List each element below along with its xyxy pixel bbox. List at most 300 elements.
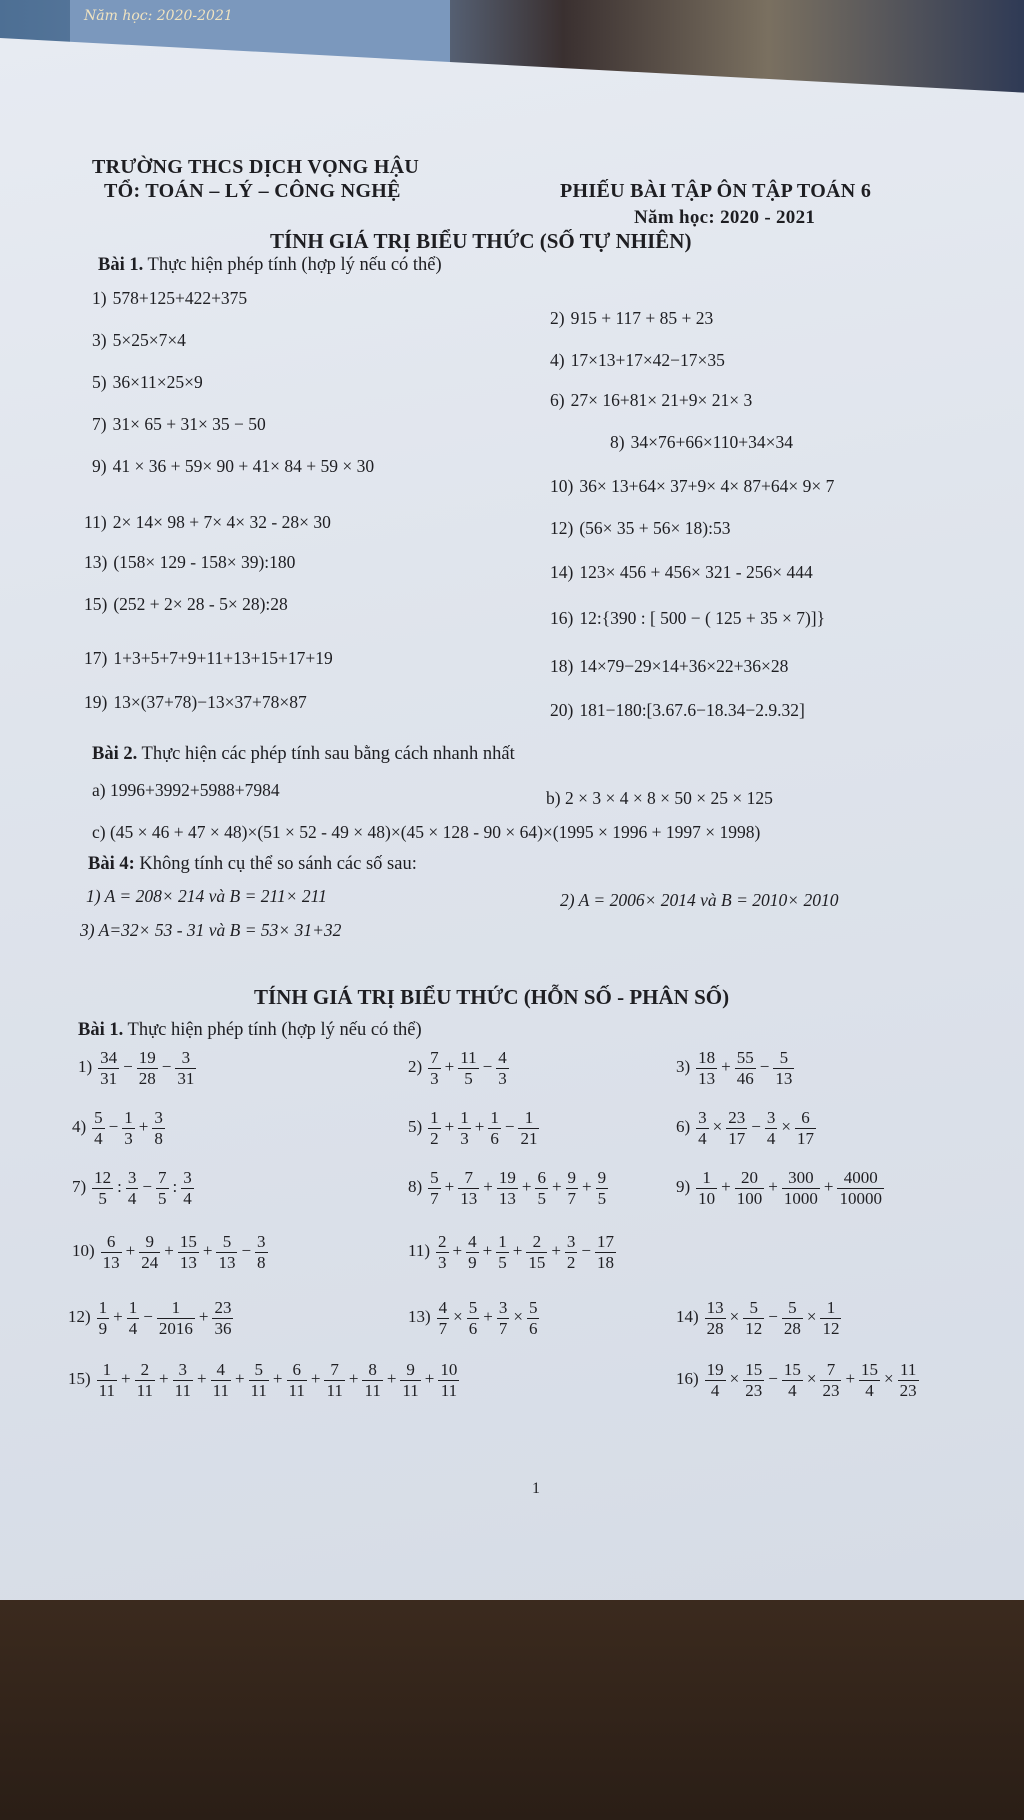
item-expression: 578+125+422+375 [112, 288, 248, 308]
fraction [362, 1360, 382, 1400]
fraction-numerator: 18 [698, 1048, 716, 1067]
fraction-numerator: 6 [795, 1108, 816, 1129]
operator: + [721, 1056, 731, 1076]
fraction-denominator: 13 [460, 1188, 478, 1208]
fraction-denominator: 4 [788, 1380, 797, 1400]
item-expression: 17×13+17×42−17×35 [570, 350, 725, 370]
fraction [596, 1168, 609, 1208]
s2-item-f9 [676, 1168, 886, 1208]
s1-bai1-item-7 [92, 414, 266, 435]
fraction-denominator: 11 [440, 1380, 458, 1400]
fraction-denominator: 12 [822, 1318, 840, 1338]
fraction [324, 1360, 344, 1400]
s2-bai1-text: Thực hiện phép tính (hợp lý nếu có thể) [127, 1020, 422, 1040]
fraction-numerator: 3 [498, 1298, 508, 1317]
fraction-denominator: 17 [796, 1128, 814, 1148]
background-desk-bottom [0, 1600, 1024, 1820]
fraction-numerator: 1 [490, 1108, 499, 1127]
operator: + [125, 1240, 136, 1260]
fraction-numerator: 1 [98, 1298, 108, 1317]
fraction-numerator: 5 [528, 1298, 538, 1317]
fraction [152, 1108, 165, 1148]
fraction-denominator: 13 [218, 1252, 236, 1272]
fraction-numerator: 1 [157, 1298, 195, 1319]
operator: + [386, 1368, 397, 1388]
fraction-numerator: 5 [743, 1298, 764, 1319]
fraction-numerator: 4 [211, 1360, 231, 1381]
item-expression: 41 × 36 + 59× 90 + 41× 84 + 59 × 30 [112, 456, 375, 476]
fraction-numerator: 23 [214, 1298, 232, 1317]
operator: + [121, 1368, 131, 1388]
item-number: 17) [84, 648, 108, 668]
operator: + [138, 1116, 149, 1136]
fraction-denominator: 5 [98, 1188, 107, 1208]
operator: + [823, 1176, 834, 1196]
fraction-denominator: 23 [822, 1380, 840, 1400]
item-expression: 14×79−29×14+36×22+36×28 [579, 656, 789, 676]
item-number: 2) [550, 308, 565, 328]
fraction-denominator: 28 [706, 1318, 724, 1338]
operator: + [159, 1368, 169, 1388]
fraction-denominator: 4 [128, 1318, 138, 1338]
operator: + [198, 1306, 209, 1326]
s2-item-f16 [676, 1360, 921, 1400]
operator: + [582, 1176, 592, 1196]
fraction [458, 1168, 479, 1208]
fraction-denominator: 3 [498, 1068, 507, 1088]
fraction-denominator: 2 [430, 1128, 439, 1148]
fraction-numerator: 1 [430, 1108, 439, 1127]
fraction-denominator: 5 [464, 1068, 473, 1088]
fraction-numerator: 15 [861, 1360, 879, 1379]
s1-bai4-text: Không tính cụ thể so sánh các số sau: [139, 854, 417, 874]
s1-bai1-item-16 [550, 608, 825, 629]
fraction-denominator: 4 [94, 1128, 103, 1148]
fraction-denominator: 12 [745, 1318, 763, 1338]
fraction [400, 1360, 420, 1400]
item-expression: 36× 13+64× 37+9× 4× 87+64× 9× 7 [579, 476, 835, 496]
fraction-denominator: 7 [567, 1188, 577, 1208]
fraction-denominator: 11 [136, 1380, 154, 1400]
fraction [466, 1232, 479, 1272]
item-expression: 1+3+5+7+9+11+13+15+17+19 [113, 648, 333, 668]
fraction [135, 1360, 155, 1400]
fraction-denominator: 4 [127, 1188, 137, 1208]
fraction [255, 1232, 268, 1272]
fraction [437, 1298, 450, 1338]
operator: − [482, 1056, 493, 1076]
fraction-numerator: 1 [97, 1360, 117, 1381]
s1-bai1-heading [98, 255, 442, 276]
fraction-denominator: 7 [498, 1318, 508, 1338]
item-number: 10) [72, 1240, 95, 1260]
operator: − [581, 1240, 591, 1260]
s2-item-f11 [408, 1232, 618, 1272]
item-number: 9) [676, 1176, 691, 1196]
operator: + [202, 1240, 213, 1260]
fraction-numerator: 3 [127, 1168, 137, 1187]
item-number: 3) [92, 330, 107, 350]
fraction-denominator: 11 [326, 1380, 343, 1400]
fraction-denominator: 17 [728, 1128, 746, 1148]
fraction-denominator: 11 [402, 1380, 419, 1400]
fraction-numerator: 1 [696, 1168, 717, 1189]
fraction-numerator: 34 [100, 1048, 118, 1067]
operator: + [452, 1240, 463, 1260]
operator: + [768, 1176, 778, 1196]
s1-bai1-item-2 [550, 308, 713, 329]
fraction-numerator: 3 [766, 1108, 776, 1127]
fraction-numerator: 9 [567, 1168, 577, 1187]
section2-title: TÍNH GIÁ TRỊ BIỂU THỨC (HỖN SỐ - PHÂN SỐ) [254, 985, 730, 1009]
fraction [467, 1298, 480, 1338]
fraction-denominator: 13 [698, 1068, 716, 1088]
fraction-denominator: 18 [597, 1252, 614, 1272]
s2-item-f5 [408, 1108, 541, 1148]
fraction-numerator: 15 [745, 1360, 763, 1379]
fraction-denominator: 10 [698, 1188, 716, 1208]
fraction-denominator: 100 [736, 1188, 763, 1208]
fraction [92, 1108, 105, 1148]
item-number: 10) [550, 476, 574, 496]
operator: − [759, 1056, 770, 1076]
operator: − [768, 1306, 778, 1326]
fraction-numerator: 9 [139, 1232, 160, 1253]
fraction-numerator: 17 [597, 1232, 614, 1251]
fraction-denominator: 13 [775, 1068, 793, 1088]
fraction-denominator: 3 [124, 1128, 133, 1148]
fraction-denominator: 9 [468, 1252, 477, 1272]
s1-bai2-heading [92, 744, 515, 765]
fraction-denominator: 13 [102, 1252, 120, 1272]
fraction [212, 1298, 233, 1338]
fraction [735, 1168, 765, 1208]
item-expression: (56× 35 + 56× 18):53 [579, 518, 731, 538]
fraction-numerator: 19 [706, 1360, 724, 1379]
fraction [122, 1108, 135, 1148]
operator: − [143, 1306, 153, 1326]
s1-bai1-text: Thực hiện phép tính (hợp lý nếu có thể) [147, 255, 442, 275]
fraction-numerator: 4 [498, 1048, 507, 1067]
operator: + [444, 1176, 455, 1196]
fraction [488, 1108, 501, 1148]
item-number: 15) [84, 594, 108, 614]
fraction-numerator: 10 [440, 1360, 458, 1379]
s1-bai2-text: Thực hiện các phép tính sau bằng cách nhanh nhất [141, 744, 515, 764]
fraction [773, 1048, 794, 1088]
item-expression: (158× 129 - 158× 39):180 [113, 552, 296, 572]
item-number: 3) [676, 1056, 691, 1076]
fraction [898, 1360, 919, 1400]
item-expression: 31× 65 + 31× 35 − 50 [112, 414, 266, 434]
s2-item-f3 [676, 1048, 796, 1088]
operator: − [241, 1240, 252, 1260]
operator: + [272, 1368, 283, 1388]
operator: + [521, 1176, 532, 1196]
s1-bai2-c: c) (45 × 46 + 47 × 48)×(51 × 52 - 49 × 48)×(45 × 128 - 90 × 64)×(1995 × 1996 + 1997 × 1998) [92, 822, 761, 842]
s1-bai1-item-15 [84, 594, 288, 615]
fraction [127, 1298, 140, 1338]
s1-bai1-item-19 [84, 692, 307, 713]
fraction-numerator: 300 [782, 1168, 820, 1189]
item-number: 14) [550, 562, 574, 582]
s1-bai4-item2: 2) A = 2006× 2014 và B = 2010× 2010 [560, 890, 839, 910]
fraction [696, 1108, 709, 1148]
item-expression: 12:{390 : [ 500 − ( 125 + 35 × 7)]} [579, 608, 826, 628]
fraction-numerator: 3 [698, 1108, 707, 1127]
operator: + [512, 1240, 523, 1260]
s1-bai1-item-4 [550, 350, 725, 371]
fraction-numerator: 55 [736, 1048, 754, 1067]
item-number: 16) [676, 1368, 699, 1388]
fraction [820, 1360, 841, 1400]
s2-item-f6 [676, 1108, 818, 1148]
operator: + [196, 1368, 207, 1388]
item-number: 4) [72, 1116, 87, 1136]
item-number: 1) [92, 288, 107, 308]
item-number: 16) [550, 608, 574, 628]
s1-bai4-item3: 3) A=32× 53 - 31 và B = 53× 31+32 [80, 920, 342, 940]
fraction-denominator: 23 [899, 1380, 917, 1400]
fraction-denominator: 24 [141, 1252, 159, 1272]
item-number: 5) [92, 372, 107, 392]
fraction-denominator: 6 [528, 1318, 538, 1338]
s2-item-f1 [78, 1048, 198, 1088]
operator: + [444, 1116, 455, 1136]
fraction-denominator: 31 [100, 1068, 118, 1088]
fraction [139, 1232, 160, 1272]
fraction [566, 1168, 579, 1208]
fraction-denominator: 11 [250, 1380, 267, 1400]
operator: + [424, 1368, 435, 1388]
item-number: 20) [550, 700, 574, 720]
fraction-numerator: 1 [460, 1108, 469, 1127]
fraction [526, 1232, 547, 1272]
fraction [436, 1232, 449, 1272]
department-name: TỔ: TOÁN – LÝ – CÔNG NGHỆ [104, 180, 401, 202]
fraction-numerator: 6 [537, 1168, 546, 1187]
fraction [98, 1048, 119, 1088]
item-expression: 915 + 117 + 85 + 23 [570, 308, 714, 328]
operator: : [172, 1176, 178, 1196]
s1-bai1-item-12 [550, 518, 730, 539]
fraction [527, 1298, 540, 1338]
item-expression: 36×11×25×9 [112, 372, 203, 392]
item-number: 12) [550, 518, 574, 538]
fraction [126, 1168, 139, 1208]
s1-bai1-item-11 [84, 512, 331, 533]
item-number: 8) [610, 432, 625, 452]
fraction [458, 1048, 478, 1088]
operator: + [113, 1306, 123, 1326]
fraction-denominator: 23 [745, 1380, 763, 1400]
fraction-numerator: 1 [518, 1108, 539, 1129]
operator: + [551, 1176, 562, 1196]
fraction-denominator: 4 [183, 1188, 192, 1208]
item-expression: 13×(37+78)−13×37+78×87 [113, 692, 307, 712]
fraction [518, 1108, 539, 1148]
item-number: 7) [92, 414, 107, 434]
fraction-denominator: 6 [490, 1128, 499, 1148]
s1-bai1-label: Bài 1. [98, 255, 144, 275]
fraction [837, 1168, 884, 1208]
page-number: 1 [532, 1480, 540, 1497]
s1-bai1-item-20 [550, 700, 805, 721]
item-number: 13) [84, 552, 108, 572]
fraction [726, 1108, 747, 1148]
fraction-numerator: 3 [175, 1048, 196, 1069]
fraction [735, 1048, 756, 1088]
s1-bai1-item-14 [550, 562, 813, 583]
fraction [705, 1360, 726, 1400]
fraction-denominator: 11 [98, 1380, 116, 1400]
fraction [178, 1232, 199, 1272]
s1-bai1-item-8 [610, 432, 793, 453]
s2-item-f4 [72, 1108, 167, 1148]
item-expression: (252 + 2× 28 - 5× 28):28 [113, 594, 288, 614]
fraction [496, 1048, 509, 1088]
fraction-numerator: 13 [706, 1298, 724, 1317]
fraction-denominator: 10000 [839, 1188, 882, 1208]
fraction-numerator: 7 [820, 1360, 841, 1381]
fraction-numerator: 8 [362, 1360, 382, 1381]
fraction [438, 1360, 459, 1400]
fraction [428, 1108, 441, 1148]
s1-bai4-label: Bài 4: [88, 854, 135, 874]
item-number: 11) [408, 1240, 431, 1260]
s1-bai1-item-3 [92, 330, 186, 351]
item-number: 1) [78, 1056, 93, 1076]
operator: − [504, 1116, 515, 1136]
item-number: 7) [72, 1176, 87, 1196]
fraction-numerator: 3 [173, 1360, 193, 1381]
fraction-denominator: 13 [179, 1252, 197, 1272]
s2-item-f12 [68, 1298, 235, 1338]
fraction-denominator: 5 [597, 1188, 607, 1208]
fraction-numerator: 7 [430, 1048, 439, 1067]
fraction-denominator: 7 [430, 1188, 439, 1208]
operator: × [729, 1368, 740, 1388]
fraction-denominator: 28 [783, 1318, 801, 1338]
fraction-denominator: 31 [177, 1068, 195, 1088]
fraction-denominator: 8 [257, 1252, 266, 1272]
fraction-numerator: 3 [257, 1232, 266, 1251]
operator: + [551, 1240, 561, 1260]
fraction [101, 1232, 122, 1272]
fraction-numerator: 23 [728, 1108, 746, 1127]
operator: + [310, 1368, 321, 1388]
fraction-denominator: 3 [460, 1128, 469, 1148]
fraction-numerator: 11 [460, 1048, 477, 1067]
fraction-denominator: 7 [438, 1318, 448, 1338]
fraction-denominator: 3 [430, 1068, 439, 1088]
fraction-numerator: 6 [287, 1360, 307, 1381]
fraction [535, 1168, 548, 1208]
fraction-denominator: 6 [468, 1318, 478, 1338]
item-number: 6) [676, 1116, 691, 1136]
fraction [137, 1048, 158, 1088]
s1-bai4-heading [88, 854, 417, 875]
operator: + [483, 1306, 493, 1326]
fraction-numerator: 9 [400, 1360, 420, 1381]
operator: + [482, 1240, 493, 1260]
item-expression: 2× 14× 98 + 7× 4× 32 - 28× 30 [112, 512, 331, 532]
fraction [595, 1232, 616, 1272]
fraction-numerator: 2 [438, 1232, 447, 1251]
operator: + [721, 1176, 731, 1196]
fraction-denominator: 13 [498, 1188, 516, 1208]
s1-bai4-item1: 1) A = 208× 214 và B = 211× 211 [86, 886, 327, 906]
s1-bai1-item-13 [84, 552, 295, 573]
fraction [156, 1168, 169, 1208]
item-number: 6) [550, 390, 565, 410]
fraction-denominator: 11 [288, 1380, 305, 1400]
fraction [820, 1298, 841, 1338]
s2-bai1-heading [78, 1020, 422, 1041]
fraction-denominator: 5 [498, 1252, 507, 1272]
fraction [743, 1360, 764, 1400]
operator: : [117, 1176, 122, 1196]
s2-item-f2 [408, 1048, 511, 1088]
fraction-denominator: 1000 [783, 1188, 818, 1208]
fraction [497, 1298, 510, 1338]
fraction-denominator: 46 [736, 1068, 754, 1088]
fraction-numerator: 5 [430, 1168, 439, 1187]
fraction-denominator: 9 [98, 1318, 108, 1338]
fraction [782, 1360, 803, 1400]
fraction-denominator: 8 [154, 1128, 163, 1148]
operator: × [781, 1116, 791, 1136]
fraction [175, 1048, 196, 1088]
operator: × [712, 1116, 723, 1136]
section1-title: TÍNH GIÁ TRỊ BIỂU THỨC (SỐ TỰ NHIÊN) [270, 229, 692, 253]
fraction-denominator: 2016 [158, 1318, 193, 1338]
fraction [795, 1108, 816, 1148]
fraction-numerator: 7 [158, 1168, 167, 1187]
operator: × [884, 1368, 894, 1388]
item-number: 14) [676, 1306, 699, 1326]
operator: × [806, 1306, 817, 1326]
item-expression: 34×76+66×110+34×34 [630, 432, 794, 452]
fraction-denominator: 5 [537, 1188, 546, 1208]
operator: + [483, 1176, 493, 1196]
fraction-denominator: 4 [865, 1380, 874, 1400]
operator: − [142, 1176, 152, 1196]
fraction-numerator: 5 [468, 1298, 478, 1317]
fraction [181, 1168, 194, 1208]
item-expression: 181−180:[3.67.6−18.34−2.9.32] [579, 700, 805, 720]
fraction [249, 1360, 269, 1400]
fraction [782, 1298, 803, 1338]
fraction-numerator: 5 [782, 1298, 803, 1319]
s1-bai2-label: Bài 2. [92, 744, 138, 764]
s1-bai1-item-17 [84, 648, 333, 669]
operator: + [444, 1056, 455, 1076]
fraction [458, 1108, 471, 1148]
fraction-numerator: 3 [154, 1108, 163, 1127]
item-number: 9) [92, 456, 107, 476]
item-number: 15) [68, 1368, 91, 1388]
fraction [696, 1168, 717, 1208]
operator: × [729, 1306, 740, 1326]
fraction-numerator: 20 [735, 1168, 765, 1189]
s2-item-f10 [72, 1232, 270, 1272]
fraction-numerator: 1 [124, 1108, 133, 1127]
fraction-denominator: 4 [710, 1380, 720, 1400]
fraction-numerator: 4 [438, 1298, 448, 1317]
fraction-numerator: 19 [498, 1168, 516, 1187]
operator: + [164, 1240, 174, 1260]
